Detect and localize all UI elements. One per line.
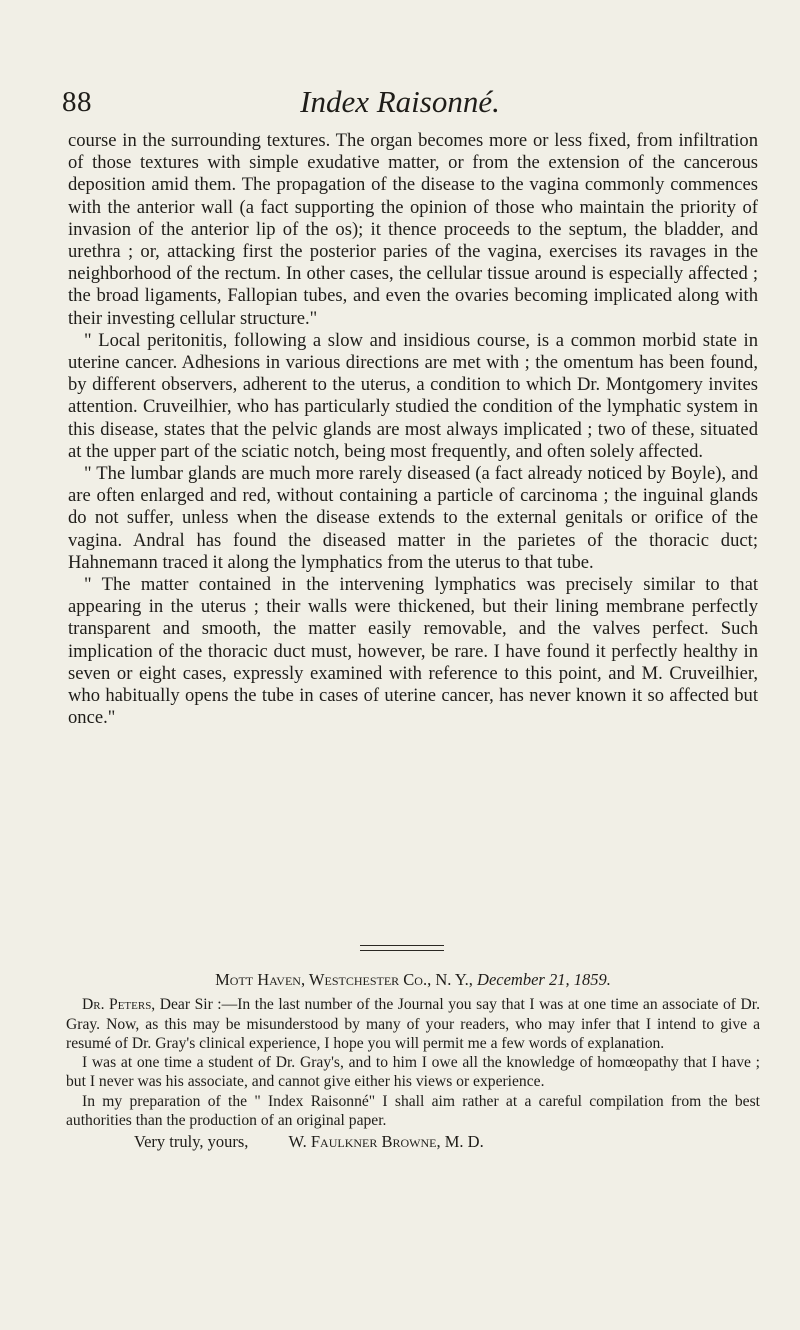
letter-paragraph: I was at one time a student of Dr. Gray's, and to him I owe all the knowledge of homœopathy that I have ; but I never was his associate, and cannot give either his views or experience.: [66, 1054, 760, 1091]
page-number: 88: [62, 86, 92, 118]
letter-paragraph: In my preparation of the " Index Raisonné" I shall aim rather at a careful compilation from the best authorities than the production of an original paper.: [66, 1092, 760, 1130]
dateline-date: December 21, 1859.: [477, 970, 611, 989]
letter-signature-line: [66, 1132, 760, 1151]
paragraph: " Local peritonitis, following a slow and insidious course, is a common morbid state in uterine cancer. Adhesions in various directions are met with ; the omentum has been found, by different observers, adherent to the uterus, a condition to which Dr. Montgomery invites attention. Cruveilhier, who has particularly studied the condition of the lymphatic system in this disease, states that the pelvic glands are most always implicated ; two of these, situated at the upper part of the sciatic notch, being most frequently, and often solely affected.: [68, 329, 758, 462]
section-divider: [360, 945, 444, 946]
letter-closing: Very truly, yours,: [134, 1132, 249, 1152]
running-title: Index Raisonné.: [300, 84, 500, 119]
letter-dateline: [66, 970, 760, 989]
paragraph: " The lumbar glands are much more rarely diseased (a fact already noticed by Boyle), and are often enlarged and red, without containing a particle of carcinoma ; the inguinal glands do not suffer, unless when the disease extends to the external genitals or orifice of the vagina. Andral has found the diseased matter in the parietes of the thoracic duct; Hahnemann traced it along the lymphatics from the uterus to that tube.: [68, 463, 758, 573]
page-header: [62, 84, 738, 124]
section-divider-lower: [360, 950, 444, 951]
letter-paragraph-text: Dear Sir :—In the last number of the Journal you say that I was at one time an associate of Dr. Gray. Now, as this may be misunderstood by many of your readers, who may infer that I intend to give a resumé of Dr. Gray's clinical experience, I hope you will permit me a few words of explanation.: [66, 996, 760, 1052]
paragraph: " The matter contained in the intervening lymphatics was precisely similar to that appearing in the uterus ; their walls were thickened, but their lining membrane perfectly transparent and smooth, the matter easily removable, and the valves perfect. Such implication of the thoracic duct must, however, be rare. I have found it perfectly healthy in seven or eight cases, expressly examined with reference to this point, and M. Cruveilhier, who habitually opens the tube in cases of uterine cancer, has never known it so affected but once.": [68, 574, 758, 729]
letter-to-editor: [66, 970, 760, 1152]
letter-signature: W. Faulkner Browne, M. D.: [288, 1132, 484, 1152]
letter-paragraph: [66, 995, 760, 1053]
paragraph: course in the surrounding textures. The organ becomes more or less fixed, from infiltration of those textures with simple exudative matter, or from the extension of the cancerous deposition amid them. The propagation of the disease to the vagina commonly commences with the anterior wall (a fact supporting the opinion of those who maintain the priority of invasion of the anterior lip of the os); it thence proceeds to the septum, the bladder, and urethra ; or, attacking first the posterior paries of the vagina, exercises its ravages in the neighborhood of the rectum. In other cases, the cellular tissue around is especially affected ; the broad ligaments, Fallopian tubes, and even the ovaries becoming implicated along with their investing cellular structure.": [68, 130, 758, 329]
body-text: [68, 130, 758, 729]
salutation-name: Dr. Peters,: [82, 996, 156, 1014]
dateline-place: Mott Haven, Westchester Co., N. Y.,: [215, 970, 473, 989]
